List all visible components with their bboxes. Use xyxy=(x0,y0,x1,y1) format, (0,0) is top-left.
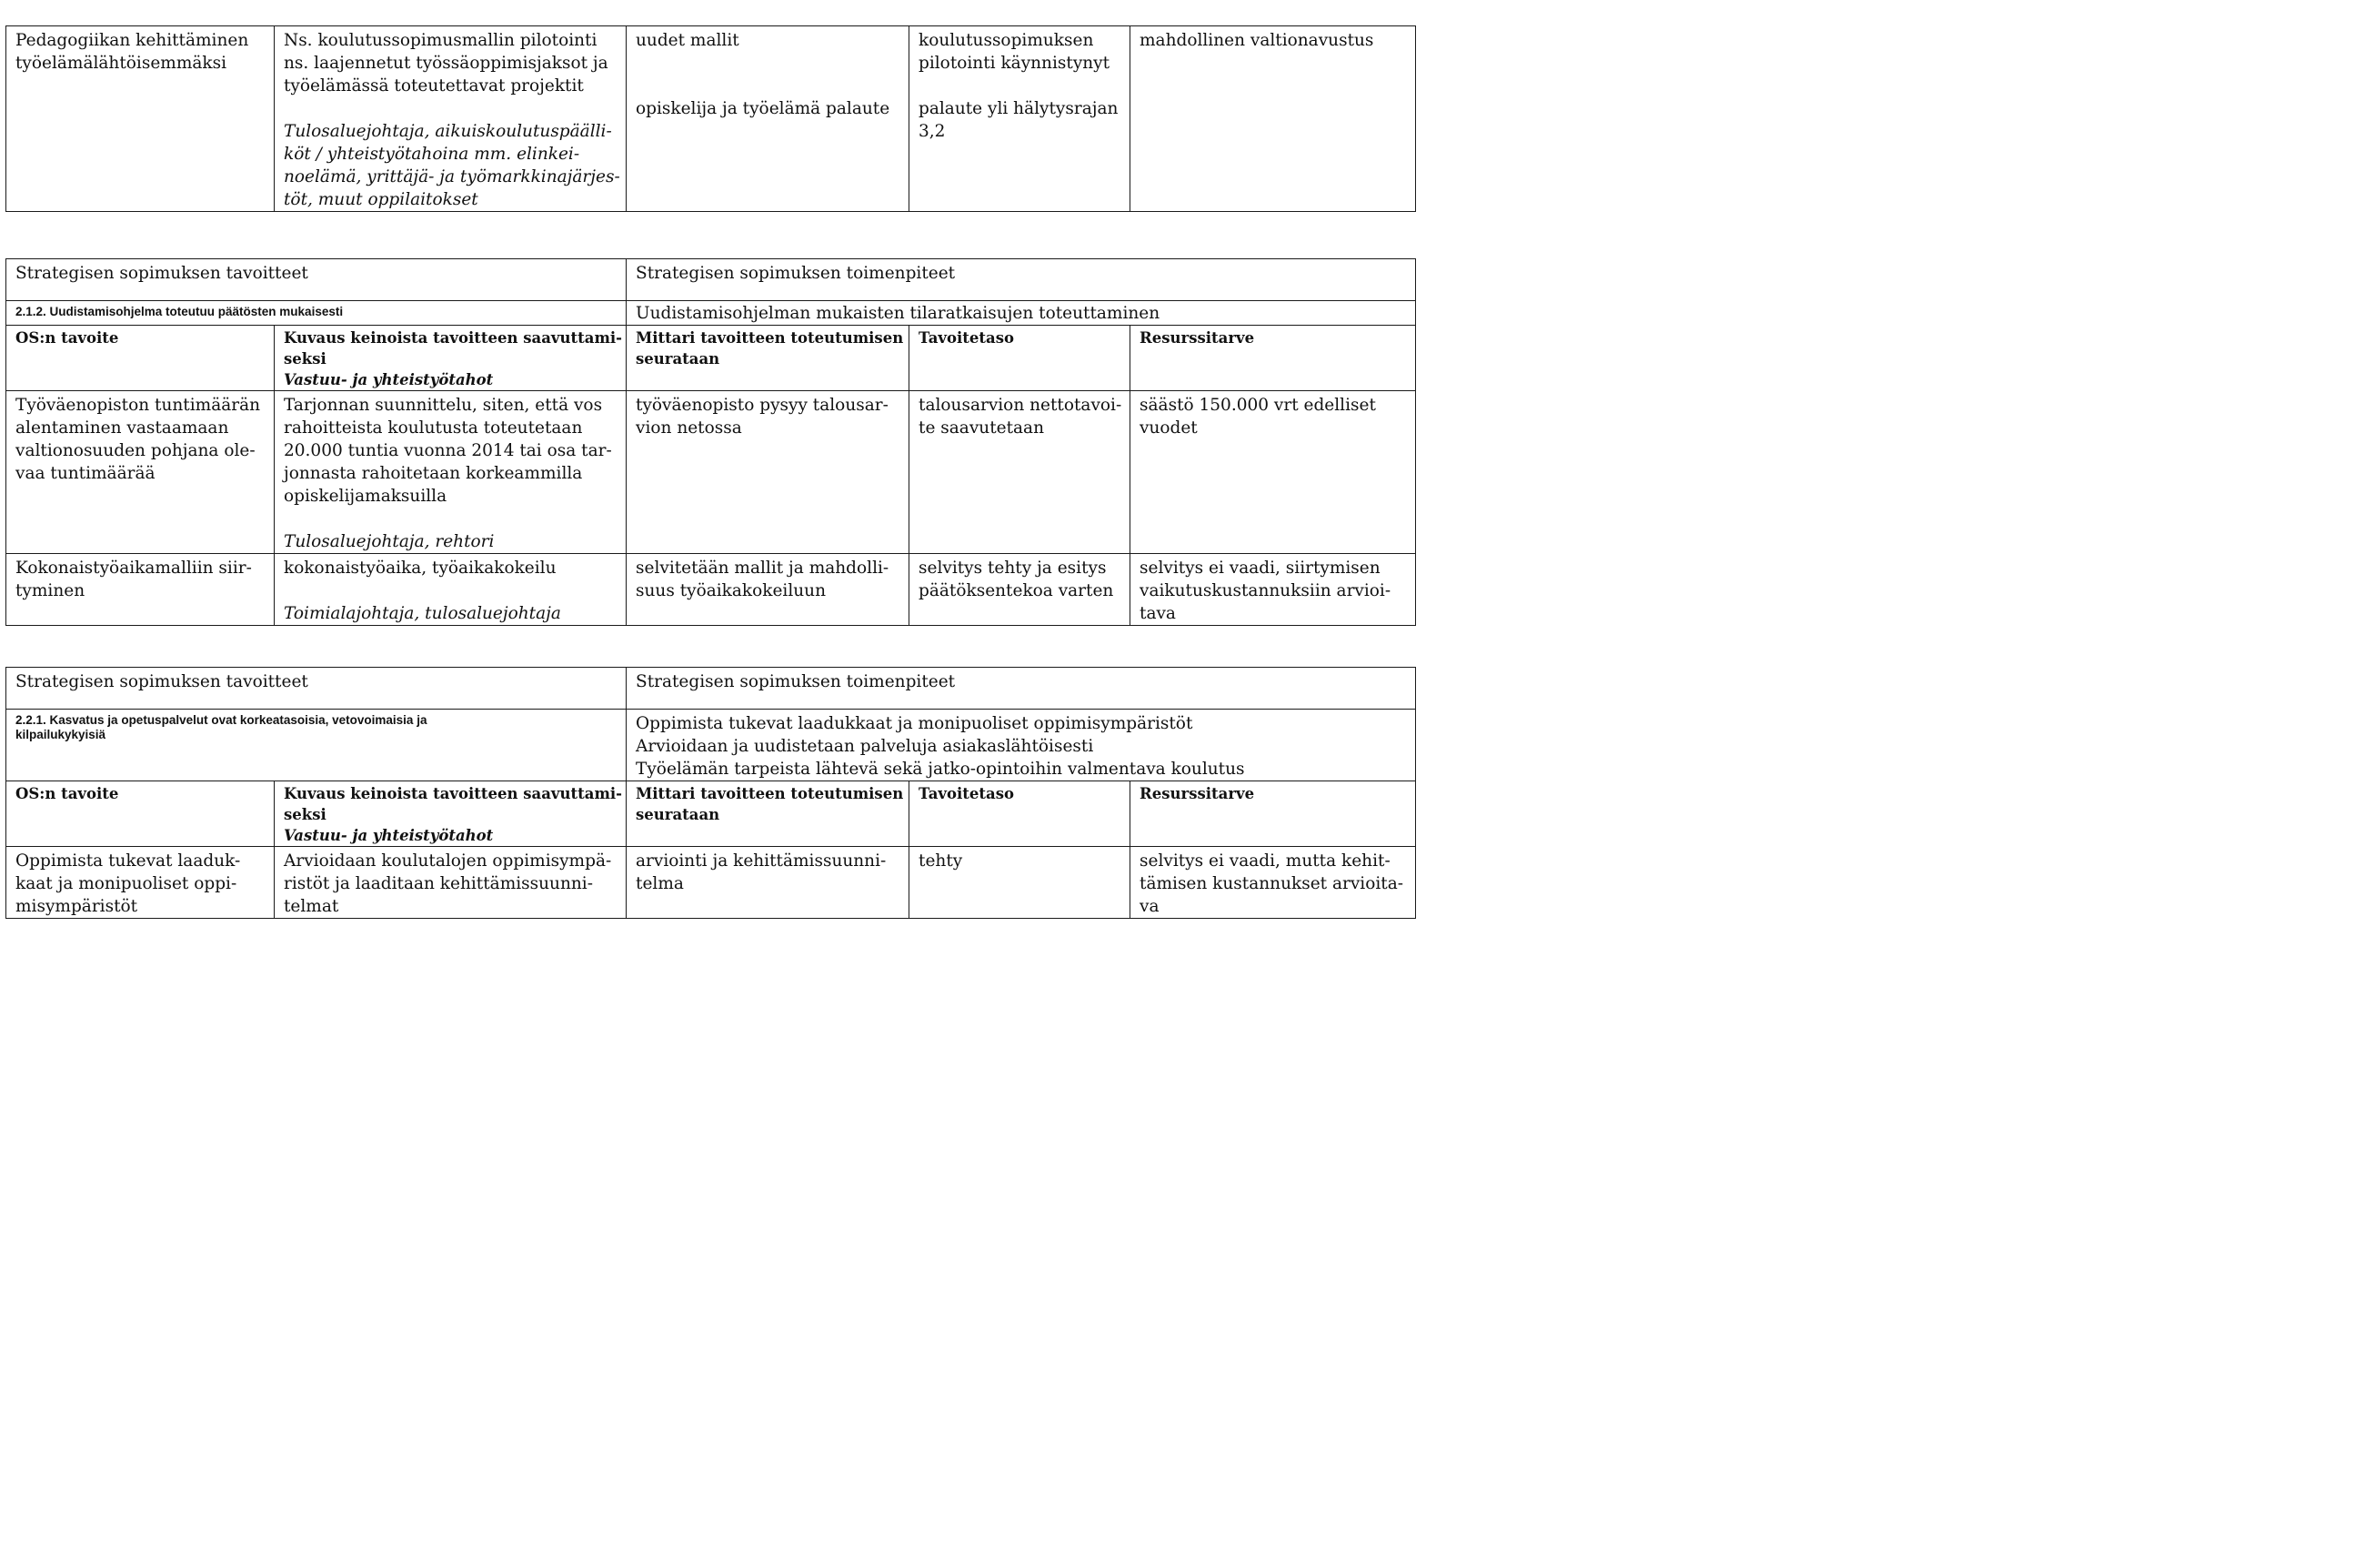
resource-need-cell: selvitys ei vaadi, siirtymisen vaikutuskustannuksiin arvioi- tava xyxy=(1130,554,1416,626)
header-target-level: Tavoitetaso xyxy=(909,781,1130,847)
means-cell: Tarjonnan suunnittelu, siten, että vos rahoitteista koulutusta toteutetaan 20.000 tuntia vuonna 2014 tai osa tar- jonnasta rahoitetaan korkeammilla opiskelijamaksuilla Tulosaluejohtaja, rehtori xyxy=(275,391,627,554)
objective-cell: Kokonaistyöaikamalliin siir- tyminen xyxy=(6,554,275,626)
header-indicator: Mittari tavoitteen toteutumisen seurataan xyxy=(627,781,909,847)
section-title-goals: Strategisen sopimuksen tavoitteet xyxy=(6,668,627,710)
table-subtitle-row xyxy=(6,710,1416,781)
table-subtitle-row xyxy=(6,301,1416,326)
column-header-row xyxy=(6,326,1416,391)
responsible-parties: Tulosaluejohtaja, aikuiskoulutuspäälli- xyxy=(284,122,612,141)
objective-cell: Pedagogiikan kehittäminen työelämälähtöisemmäksi xyxy=(6,26,275,212)
means-cell: Ns. koulutussopimusmallin pilotointi ns. laajennetut työssäoppimisjaksot ja työelämässä toteutettavat projektit Tulosaluejohtaja, aikuiskoulutuspäälli- köt / yhteistyötahoina mm. elinkei- noelämä, yrittäjä- ja työmarkkinajärjes- töt, muut oppilaitokset xyxy=(275,26,627,212)
resource-need-cell: mahdollinen valtionavustus xyxy=(1130,26,1416,212)
table-row xyxy=(6,847,1416,919)
objectives-table-3 xyxy=(5,667,1416,919)
target-level-cell: tehty xyxy=(909,847,1130,919)
objective-cell: Työväenopiston tuntimäärän alentaminen vastaamaan valtionosuuden pohjana ole- vaa tuntimäärää xyxy=(6,391,275,554)
objectives-table-1 xyxy=(5,25,1416,212)
header-resource-need: Resurssitarve xyxy=(1130,326,1416,391)
means-cell: Arvioidaan koulutalojen oppimisympä- ristöt ja laaditaan kehittämissuunni- telmat xyxy=(275,847,627,919)
strategic-action-text: Oppimista tukevat laadukkaat ja monipuoliset oppimisympäristöt Arvioidaan ja uudistetaan palveluja asiakaslähtöisesti Työelämän tarpeista lähtevä sekä jatko-opintoihin valmentava koulutus xyxy=(627,710,1416,781)
header-target-level: Tavoitetaso xyxy=(909,326,1130,391)
indicator-cell: arviointi ja kehittämissuunni- telma xyxy=(627,847,909,919)
table-row xyxy=(6,26,1416,212)
objective-cell: Oppimista tukevat laaduk- kaat ja monipuoliset oppi- misympäristöt xyxy=(6,847,275,919)
header-means: Kuvaus keinoista tavoitteen saavuttami- seksi Vastuu- ja yhteistyötahot xyxy=(275,326,627,391)
section-title-goals: Strategisen sopimuksen tavoitteet xyxy=(6,259,627,301)
section-title-actions: Strategisen sopimuksen toimenpiteet xyxy=(627,259,1416,301)
responsible-parties: Toimialajohtaja, tulosaluejohtaja xyxy=(284,604,561,623)
strategic-goal-heading: 2.1.2. Uudistamisohjelma toteutuu päätösten mukaisesti xyxy=(6,301,627,326)
section-title-actions: Strategisen sopimuksen toimenpiteet xyxy=(627,668,1416,710)
target-level-cell: koulutussopimuksen pilotointi käynnistynyt palaute yli hälytysrajan 3,2 xyxy=(909,26,1130,212)
indicator-cell: selvitetään mallit ja mahdolli- suus työaikakokeiluun xyxy=(627,554,909,626)
resource-need-cell: säästö 150.000 vrt edelliset vuodet xyxy=(1130,391,1416,554)
header-resource-need: Resurssitarve xyxy=(1130,781,1416,847)
means-cell: kokonaistyöaika, työaikakokeilu Toimialajohtaja, tulosaluejohtaja xyxy=(275,554,627,626)
resource-need-cell: selvitys ei vaadi, mutta kehit- tämisen kustannukset arvioita- va xyxy=(1130,847,1416,919)
target-level-cell: talousarvion nettotavoi- te saavutetaan xyxy=(909,391,1130,554)
objectives-table-2 xyxy=(5,258,1416,626)
header-os-goal: OS:n tavoite xyxy=(6,326,275,391)
table-title-row xyxy=(6,259,1416,301)
header-means: Kuvaus keinoista tavoitteen saavuttami- seksi Vastuu- ja yhteistyötahot xyxy=(275,781,627,847)
indicator-cell: työväenopisto pysyy talousar- vion netossa xyxy=(627,391,909,554)
responsible-parties: Tulosaluejohtaja, rehtori xyxy=(284,532,495,551)
column-header-row xyxy=(6,781,1416,847)
strategic-action-text: Uudistamisohjelman mukaisten tilaratkaisujen toteuttaminen xyxy=(627,301,1416,326)
table-title-row xyxy=(6,668,1416,710)
table-row xyxy=(6,391,1416,554)
strategic-goal-heading: 2.2.1. Kasvatus ja opetuspalvelut ovat korkeatasoisia, vetovoimaisia ja kilpailukykyisiä xyxy=(6,710,627,781)
target-level-cell: selvitys tehty ja esitys päätöksentekoa varten xyxy=(909,554,1130,626)
indicator-cell: uudet mallit opiskelija ja työelämä palaute xyxy=(627,26,909,212)
header-os-goal: OS:n tavoite xyxy=(6,781,275,847)
table-row xyxy=(6,554,1416,626)
header-indicator: Mittari tavoitteen toteutumisen seurataan xyxy=(627,326,909,391)
